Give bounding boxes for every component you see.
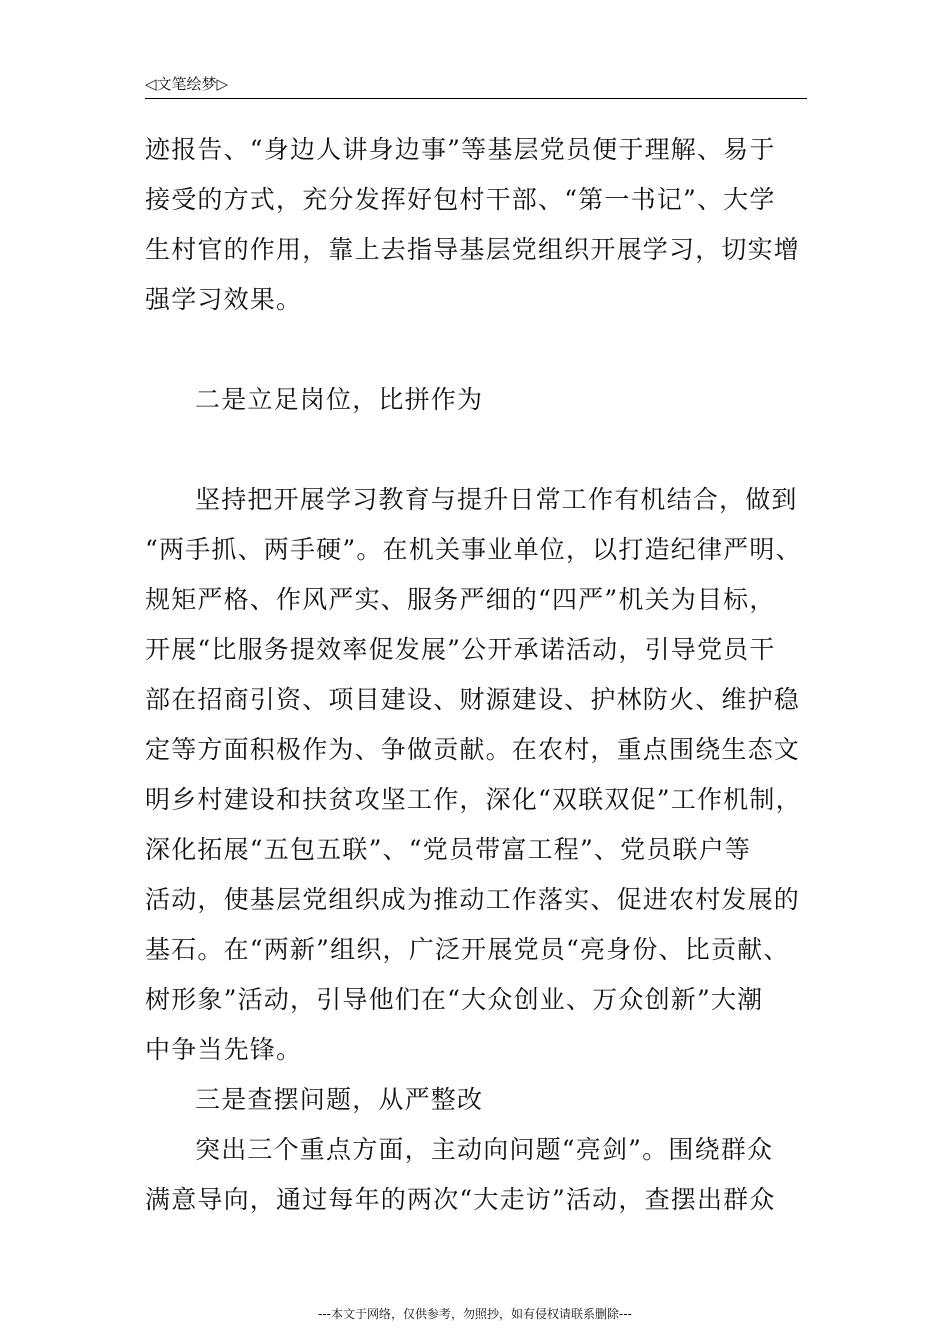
text-line: 迹报告、“身边人讲身边事”等基层党员便于理解、易于 bbox=[145, 135, 776, 164]
text-line: 活动，使基层党组织成为推动工作落实、促进农村发展的 bbox=[145, 885, 801, 914]
page-header bbox=[145, 74, 807, 99]
text-line: “两手抓、两手硬”。在机关事业单位，以打造纪律严明、 bbox=[145, 535, 802, 564]
text-line: 突出三个重点方面，主动向问题“亮剑”。围绕群众 bbox=[195, 1135, 774, 1164]
document-body bbox=[145, 125, 807, 1225]
text-line: 部在招商引资、项目建设、财源建设、护林防火、维护稳 bbox=[145, 685, 801, 714]
paragraph bbox=[145, 1125, 807, 1225]
text-line: 规矩严格、作风严实、服务严细的“四严”机关为目标， bbox=[145, 585, 776, 614]
page-footer: ---本文于网络，仅供参考，勿照抄，如有侵权请联系删除--- bbox=[318, 1307, 632, 1321]
paragraph bbox=[145, 475, 807, 1075]
text-line: 坚持把开展学习教育与提升日常工作有机结合，做到 bbox=[195, 485, 798, 514]
text-line: 开展“比服务提效率促发展”公开承诺活动，引导党员干 bbox=[145, 635, 776, 664]
section-heading: 二是立足岗位，比拼作为 bbox=[195, 385, 484, 414]
text-line: 深化拓展“五包五联”、“党员带富工程”、党员联户等 bbox=[145, 835, 752, 864]
text-line: 强学习效果。 bbox=[145, 285, 303, 314]
text-line: 满意导向，通过每年的两次“大走访”活动，查摆出群众 bbox=[145, 1185, 776, 1214]
text-line: 生村官的作用，靠上去指导基层党组织开展学习，切实增 bbox=[145, 235, 801, 264]
text-line: 定等方面积极作为、争做贡献。在农村，重点围绕生态文 bbox=[145, 735, 801, 764]
section-heading: 三是查摆问题，从严整改 bbox=[195, 1085, 484, 1114]
text-line: 中争当先锋。 bbox=[145, 1035, 303, 1064]
text-line: 树形象”活动，引导他们在“大众创业、万众创新”大潮 bbox=[145, 985, 764, 1014]
text-line: 接受的方式，充分发挥好包村干部、“第一书记”、大学 bbox=[145, 185, 776, 214]
paragraph bbox=[145, 125, 807, 325]
header-title: ◁文笔绘梦▷ bbox=[145, 75, 229, 93]
text-line: 明乡村建设和扶贫攻坚工作，深化“双联双促”工作机制， bbox=[145, 785, 802, 814]
text-line: 基石。在“两新”组织，广泛开展党员“亮身份、比贡献、 bbox=[145, 935, 790, 964]
